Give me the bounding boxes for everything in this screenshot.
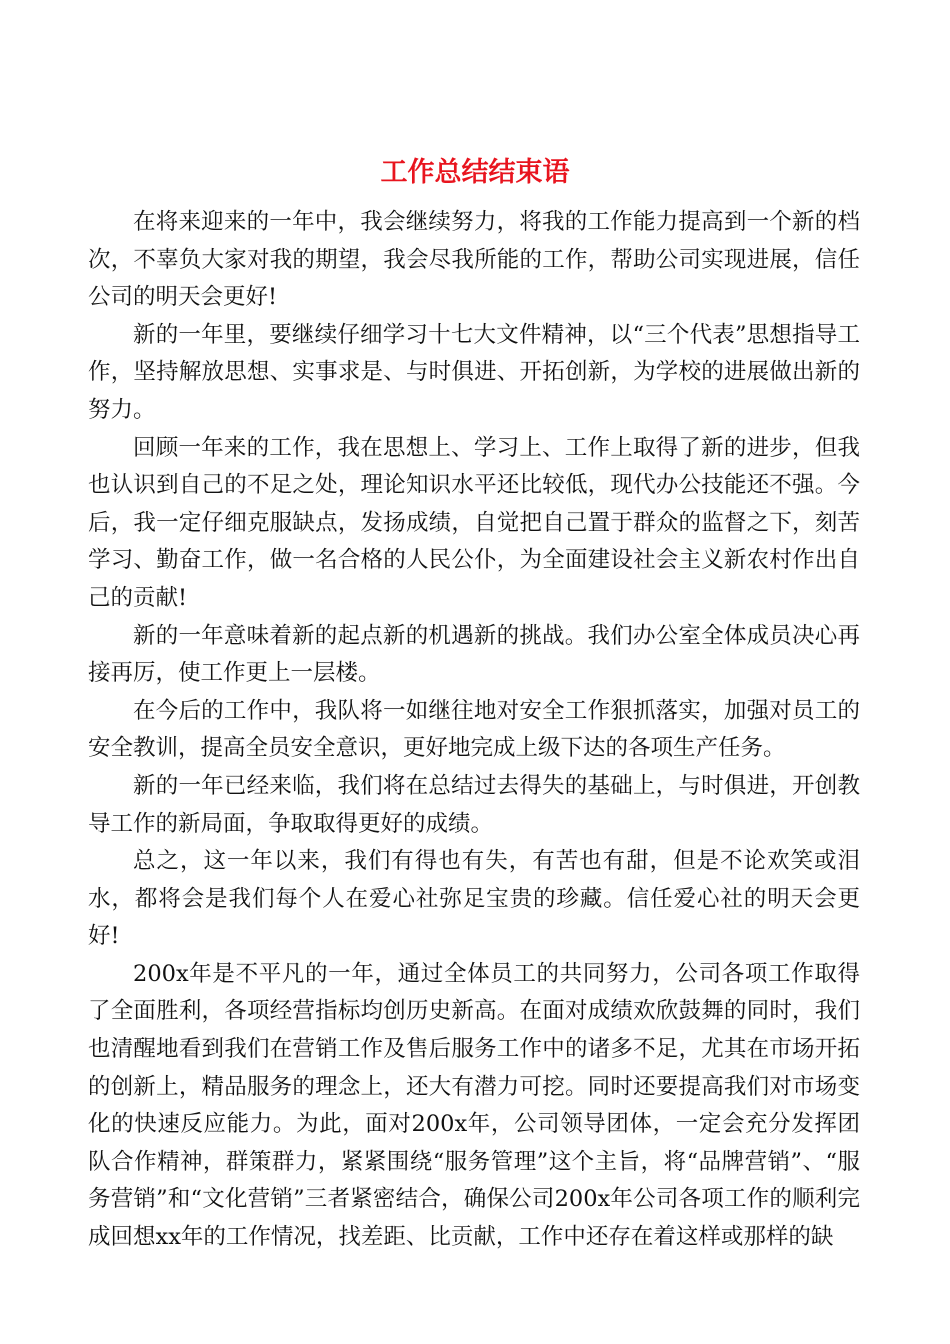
document-body <box>88 204 860 1257</box>
paragraph: 在今后的工作中，我队将一如继往地对安全工作狠抓落实，加强对员工的安全教训，提高全员安全意识，更好地完成上级下达的各项生产任务。 <box>88 697 860 762</box>
paragraph: 总之，这一年以来，我们有得也有失，有苦也有甜，但是不论欢笑或泪水，都将会是我们每个人在爱心社弥足宝贵的珍藏。信任爱心社的明天会更好! <box>88 848 860 950</box>
paragraph: 新的一年已经来临，我们将在总结过去得失的基础上，与时俱进，开创教导工作的新局面，争取取得更好的成绩。 <box>88 772 860 837</box>
paragraph: 200x年是不平凡的一年，通过全体员工的共同努力，公司各项工作取得了全面胜利，各项经营指标均创历史新高。在面对成绩欢欣鼓舞的同时，我们也清醒地看到我们在营销工作及售后服务工作中的诸多不足，尤其在市场开拓的创新上，精品服务的理念上，还大有潜力可挖。同时还要提高我们对市场变化的快速反应能力。为此，面对200x年，公司领导团体，一定会充分发挥团队合作精神，群策群力，紧紧围绕“服务管理”这个主旨，将“品牌营销”、“服务营销”和“文化营销”三者紧密结合，确保公司200x年公司各项工作的顺利完成回想xx年的工作情况，找差距、比贡献，工作中还存在着这样或那样的缺 <box>88 960 860 1251</box>
document-title: 工作总结结束语 <box>380 157 570 188</box>
paragraph: 回顾一年来的工作，我在思想上、学习上、工作上取得了新的进步，但我也认识到自己的不足之处，理论知识水平还比较低，现代办公技能还不强。今后，我一定仔细克服缺点，发扬成绩，自觉把自己置于群众的监督之下，刻苦学习、勤奋工作，做一名合格的人民公仆，为全面建设社会主义新农村作出自己的贡献! <box>88 434 860 611</box>
paragraph: 新的一年意味着新的起点新的机遇新的挑战。我们办公室全体成员决心再接再厉，使工作更上一层楼。 <box>88 622 860 687</box>
paragraph: 在将来迎来的一年中，我会继续努力，将我的工作能力提高到一个新的档次，不辜负大家对我的期望，我会尽我所能的工作，帮助公司实现进展，信任公司的明天会更好! <box>88 209 860 311</box>
paragraph: 新的一年里，要继续仔细学习十七大文件精神，以“三个代表”思想指导工作，坚持解放思想、实事求是、与时俱进、开拓创新，为学校的进展做出新的努力。 <box>88 321 860 423</box>
